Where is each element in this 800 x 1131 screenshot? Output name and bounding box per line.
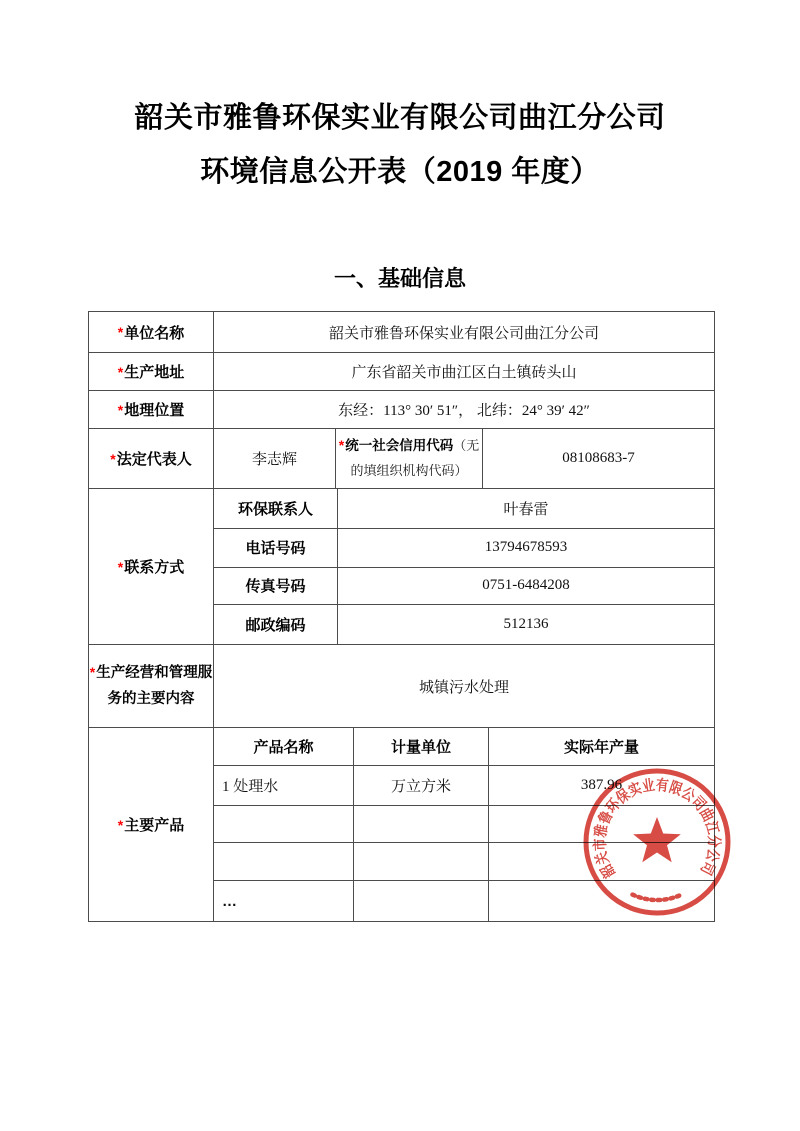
geo-location-label: [89, 391, 214, 428]
product-row-ellipsis: [214, 881, 714, 921]
contact-row-env-contact: [214, 489, 714, 529]
label-text: 生产经营和管理服务的主要内容: [96, 665, 213, 707]
required-asterisk: *: [117, 363, 124, 380]
postal-code-label: 邮政编码: [214, 605, 338, 644]
label-text: 法定代表人: [116, 451, 192, 468]
unit-name-value: 韶关市雅鲁环保实业有限公司曲江分公司: [328, 325, 599, 342]
product-name-cell: [214, 806, 354, 842]
credit-code-label: [336, 429, 483, 488]
product-name-cell: [214, 843, 354, 880]
contact-row-postal-code: [214, 605, 714, 644]
business-scope-label: [89, 645, 214, 727]
document-title-line1: 韶关市雅鲁环保实业有限公司曲江分公司: [134, 102, 666, 134]
required-asterisk: *: [338, 437, 345, 454]
section-heading-basic-info: 一、基础信息: [333, 266, 466, 291]
production-address-label: [89, 353, 214, 390]
env-contact-value: 叶春雷: [503, 501, 549, 518]
label-note: （无的填组织机构代码）: [350, 438, 480, 478]
product-row-1: [214, 766, 714, 806]
row-business-scope: [89, 645, 714, 728]
contact-row-phone: [214, 529, 714, 568]
unit-of-measure-cell: 万立方米: [354, 766, 489, 805]
required-asterisk: *: [117, 401, 124, 418]
unit-name-label: [89, 312, 214, 352]
label-text: 主要产品: [124, 817, 185, 834]
product-name-cell: …: [214, 881, 354, 921]
postal-code-value: 512136: [503, 616, 549, 633]
legal-representative-label: [89, 429, 214, 488]
unit-of-measure-cell: [354, 843, 489, 880]
phone-label: 电话号码: [214, 529, 338, 567]
document-title-line2: 环境信息公开表（2019 年度）: [200, 156, 600, 188]
row-legal-representative: [89, 429, 714, 489]
required-asterisk: *: [117, 816, 124, 833]
row-contact-group: [89, 489, 714, 645]
required-asterisk: *: [117, 558, 124, 575]
required-asterisk: *: [89, 664, 96, 681]
product-name-header: 产品名称: [214, 728, 354, 765]
production-address-value: 广东省韶关市曲江区白土镇砖头山: [351, 365, 577, 381]
contact-group-body: [214, 489, 714, 644]
credit-code-value: 08108683-7: [562, 450, 635, 466]
product-row-3: [214, 843, 714, 881]
required-asterisk: *: [117, 324, 124, 340]
product-row-2: [214, 806, 714, 843]
contact-row-fax: [214, 568, 714, 606]
unit-of-measure-cell: [354, 881, 489, 921]
legal-representative-value: 李志辉: [214, 429, 336, 488]
row-unit-name: [89, 312, 714, 353]
label-text: 联系方式: [124, 559, 185, 576]
annual-output-cell: [489, 881, 714, 921]
geo-location-value: 东经：113° 30′ 51″， 北纬：24° 39′ 42″: [338, 403, 590, 419]
annual-output-cell: 387.96: [580, 777, 623, 793]
fax-label: 传真号码: [214, 568, 338, 605]
row-main-products-group: [89, 728, 714, 921]
seal-company-name: 韶关市雅鲁环保实业有限公司曲江分公司: [591, 776, 723, 881]
label-text: 单位名称: [124, 324, 185, 342]
contact-label: [89, 489, 214, 644]
env-contact-label: 环保联系人: [214, 489, 338, 528]
business-scope-value: 城镇污水处理: [418, 679, 509, 696]
basic-info-table: [88, 311, 715, 922]
label-text: 生产地址: [124, 364, 185, 381]
main-products-label: [89, 728, 214, 921]
label-text: 地理位置: [124, 402, 185, 419]
main-products-group-body: [214, 728, 714, 921]
label-text: 统一社会信用代码: [345, 438, 454, 454]
required-asterisk: *: [110, 450, 116, 467]
annual-output-cell: [489, 843, 714, 880]
row-geo-location: [89, 391, 714, 429]
unit-of-measure-header: 计量单位: [354, 728, 489, 765]
annual-output-cell: [489, 806, 714, 842]
phone-value: 13794678593: [484, 539, 568, 556]
product-name-cell: 1 处理水: [214, 766, 354, 805]
row-production-address: [89, 353, 714, 391]
unit-of-measure-cell: [354, 806, 489, 842]
annual-output-header: 实际年产量: [563, 739, 639, 756]
fax-value: 0751-6484208: [482, 577, 570, 594]
products-header-row: [214, 728, 714, 766]
